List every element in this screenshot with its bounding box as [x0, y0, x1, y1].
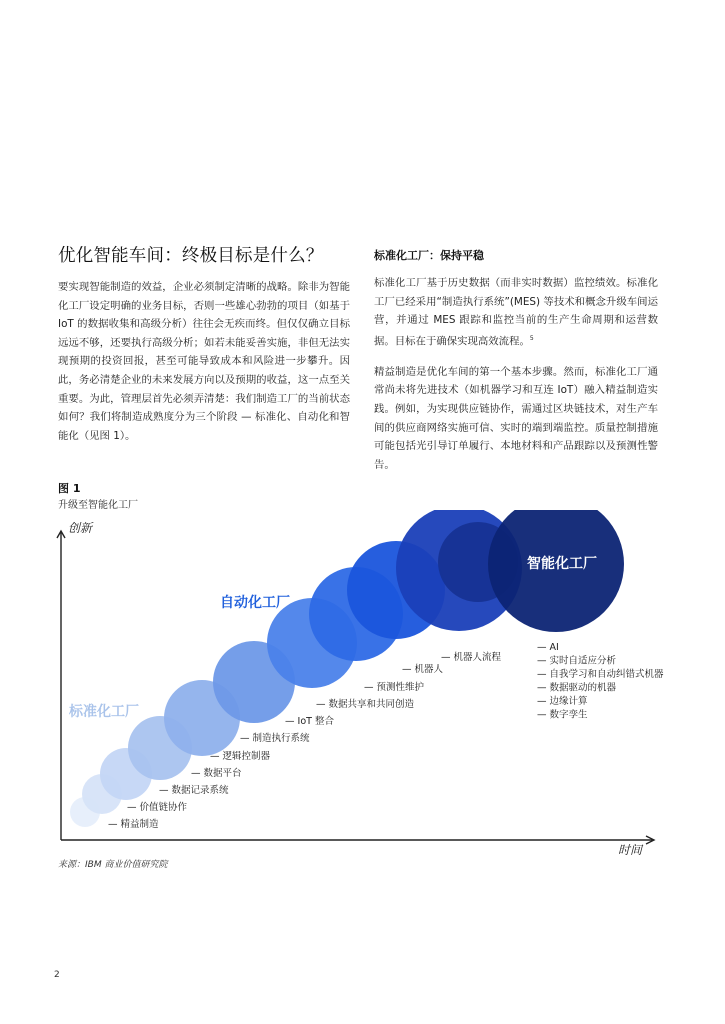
capability-label: — 制造执行系统 [240, 733, 310, 744]
y-axis-label: 创新 [68, 521, 93, 535]
standardized-paragraph-1 [374, 274, 658, 351]
right-column [374, 249, 658, 486]
capability-label: — 数据记录系统 [159, 785, 229, 796]
capability-label: — 机器人流程 [441, 652, 502, 663]
x-axis-label: 时间 [618, 843, 643, 857]
capability-label: — 精益制造 [108, 819, 159, 830]
smart-capability-label: — 实时自适应分析 [537, 655, 617, 667]
smart-capability-label: — AI [537, 642, 559, 653]
standardized-subheading: 标准化工厂：保持平稳 [374, 249, 484, 262]
page-number: 2 [54, 970, 60, 980]
maturity-diagram [0, 510, 725, 860]
intro-paragraph: 要实现智能制造的效益，企业必须制定清晰的战略。除非为智能化工厂设定明确的业务目标，否则一些雄心勃勃的项目（如基于 IoT 的数据收集和高级分析）往往会无疾而终。但仅仅确立目标远远不够，还要执行高级分析；如若未能妥善实施，非但无法实现预期的投资回报，甚至可能导致成本和风险进一步攀升。因此，务必清楚企业的未来发展方向以及预期的收益，这一点至关重要。为此，管理层首先必须弄清楚：我们制造工厂的当前状态如何？我们将制造成熟度分为三个阶段 — 标准化、自动化和智能化（见图 1）。 [58, 281, 350, 442]
section-heading: 优化智能车间：终极目标是什么？ [58, 246, 324, 266]
capability-label: — 逻辑控制器 [210, 751, 271, 762]
capability-label: — 价值链协作 [127, 802, 188, 813]
stage-label-smart: 智能化工厂 [527, 556, 597, 572]
capability-label: — 机器人 [402, 664, 444, 675]
stage-label-standardized: 标准化工厂 [69, 704, 139, 720]
source-note: 来源：IBM 商业价值研究院 [58, 860, 168, 870]
smart-capability-label: — 数字孪生 [537, 709, 588, 721]
left-column [58, 244, 350, 445]
capability-label: — IoT 整合 [285, 716, 334, 727]
figure-label: 图 1 [58, 482, 81, 495]
smart-capability-label: — 边缘计算 [537, 696, 588, 707]
capability-label: — 数据共享和共同创造 [316, 699, 415, 710]
smart-capability-label: — 自我学习和自动纠错式机器 [537, 669, 664, 680]
smart-capability-label: — 数据驱动的机器 [537, 682, 617, 694]
stage-label-automated: 自动化工厂 [220, 595, 290, 611]
capability-label: — 预测性维护 [364, 682, 425, 693]
standardized-paragraph-1-text: 标准化工厂基于历史数据（而非实时数据）监控绩效。标准化工厂已经采用“制造执行系统”(MES) 等技术和概念升级车间运营，并通过 MES 跟踪和监控当前的生产生命周期和运营数据。目标在于确保实现高效流程。 [374, 277, 658, 348]
footnote-marker: 5 [529, 334, 534, 342]
figure-subtitle: 升级至智能化工厂 [58, 500, 138, 511]
standardized-paragraph-2: 精益制造是优化车间的第一个基本步骤。然而，标准化工厂通常尚未将先进技术（如机器学习和互连 IoT）融入精益制造实践。例如，为实现供应链协作，需通过区块链技术，对生产车间的供应商网络实施可信、实时的端到端监控。质量控制措施可能包括光引导订单履行、本地材料和产品跟踪以及预测性警告。 [374, 365, 658, 471]
capability-label: — 数据平台 [191, 768, 242, 779]
